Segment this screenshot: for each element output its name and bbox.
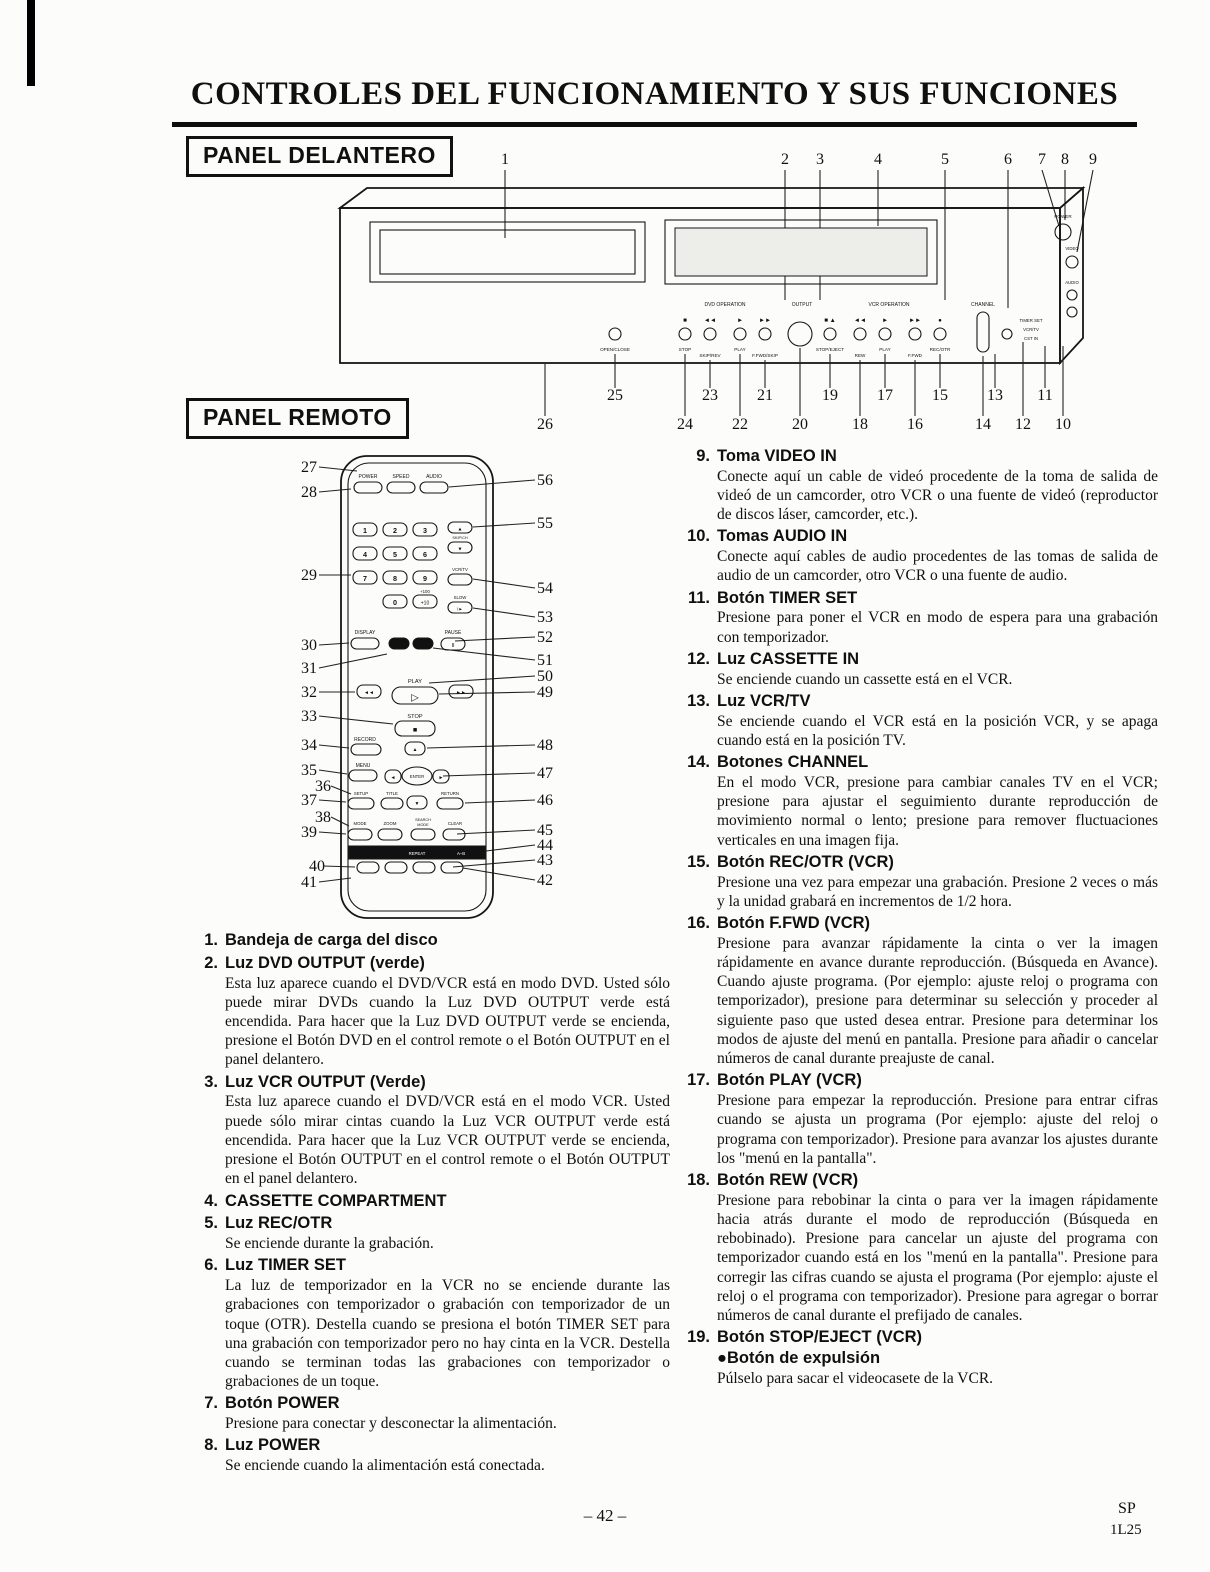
timer-set-button (1002, 329, 1012, 339)
speed-button (387, 482, 415, 493)
title-button (381, 798, 403, 809)
callout-24: 24 (677, 416, 693, 433)
callout-50: 50 (537, 668, 553, 685)
function-item-head (680, 588, 1158, 609)
cassette-compartment (665, 220, 937, 284)
front-callouts-top (501, 151, 1097, 168)
function-item-head (680, 913, 1158, 934)
callout-38: 38 (315, 809, 331, 826)
ffwd-label: F.FWD (907, 353, 923, 358)
ffwd-skip-icon: ►► (758, 317, 772, 324)
callout-35: 35 (301, 762, 317, 779)
clear-button (443, 829, 465, 840)
function-item-title: Luz VCR OUTPUT (Verde) (225, 1072, 426, 1091)
function-item-body: Presione para empezar la reproducción. Presione para entrar cifras cuando se ajusta un programa (Por ejemplo: ajuste del reloj o programa con temporizador). Presione para avanzar los ajustes durante los "menú en la pantalla". (717, 1092, 1158, 1167)
front-panel-tag: PANEL DELANTERO (186, 136, 453, 177)
function-item-body: Púlselo para sacar el videocasete de la VCR. (717, 1369, 994, 1387)
function-item-body: Esta luz aparece cuando el DVD/VCR está en modo DVD. Usted sólo puede mirar DVDs cuando la Luz DVD OUTPUT verde está encendida. Para hacer que la Luz DVD OUTPUT verde se encienda, presione el Botón DVD en el control remote o el Botón OUTPUT en el panel delantero. (225, 974, 670, 1069)
function-item (188, 1393, 670, 1433)
function-item-number: 6. (204, 1256, 218, 1275)
channel-rocker (977, 312, 989, 352)
function-item-body: Presione para rebobinar la cinta o para ver la imagen rápidamente hacia atrás durante el modo de reproducción (Búsqueda en rebobinado). Presione para cancelar un ajuste del programa con temporizador cuando está en los "menú en la pantalla". Presione para corregir las cifras cuando se ajusta el programa (Por ejemplo: ajuste el reloj o el programa con temporizador). Presione para agregar o borrar números de canal durante el prefijado de canales. (717, 1191, 1158, 1325)
callout-55: 55 (537, 515, 553, 532)
callout-3: 3 (816, 151, 824, 168)
power-label: POWER (358, 474, 378, 480)
power-button (1055, 224, 1071, 240)
function-list-left (188, 930, 670, 1477)
function-item (680, 1070, 1158, 1168)
function-item-head (188, 1213, 670, 1234)
slow-icon: I► (457, 606, 463, 612)
function-item-head (680, 649, 1158, 670)
function-item-head (680, 1327, 1158, 1348)
callout-47: 47 (537, 765, 553, 782)
function-item (188, 953, 670, 1070)
function-item-number: 15. (687, 852, 710, 871)
callout-51: 51 (537, 652, 553, 669)
speed-label: SPEED (392, 474, 410, 480)
skip-ch-label: SKIP/CH (452, 536, 468, 540)
digit-0: 0 (393, 598, 397, 607)
callout-6: 6 (1004, 151, 1012, 168)
dvd-skip-rev-button (704, 328, 716, 340)
callout-23: 23 (702, 387, 718, 404)
function-item (680, 649, 1158, 689)
setup-label: SETUP (353, 791, 369, 796)
function-item-number: 4. (204, 1191, 218, 1210)
remote-right-column (448, 522, 472, 613)
audio-button (420, 482, 448, 493)
cursor-up-icon: ▲ (412, 747, 418, 753)
function-item-title: Bandeja de carga del disco (225, 931, 438, 949)
remote-bottom-row (349, 846, 485, 873)
pause-label: PAUSE (444, 630, 462, 636)
dvd-ffwd-skip-button (759, 328, 771, 340)
remote-callouts-right (537, 472, 553, 889)
plus10-label: +10 (420, 600, 430, 607)
function-item-title: Botón TIMER SET (717, 588, 858, 607)
function-item (188, 1435, 670, 1475)
function-item-head (188, 1393, 670, 1414)
function-item-number: 16. (687, 913, 710, 932)
callout-52: 52 (537, 629, 553, 646)
function-item-title: Botón REC/OTR (VCR) (717, 852, 894, 871)
callout-40: 40 (309, 858, 325, 875)
cursor-left-icon: ◄ (390, 775, 396, 781)
callout-36: 36 (315, 778, 331, 795)
ffwd-icon: ►► (456, 690, 466, 696)
rew-label: REW (854, 353, 866, 358)
function-item (680, 446, 1158, 524)
remote-transport (357, 679, 473, 736)
open-close-button (609, 328, 621, 340)
function-item-body: Esta luz aparece cuando el DVD/VCR está en el modo VCR. Usted puede sólo mirar cintas cuando la Luz VCR OUTPUT verde está encendida. Para hacer que la Luz VCR OUTPUT verde se encienda, presione el Botón OUTPUT en el control remote o el Botón OUTPUT en el panel delantero. (225, 1093, 670, 1188)
function-item-head (680, 526, 1158, 547)
enter-label: ENTER (409, 774, 425, 779)
function-item-body: En el modo VCR, presione para cambiar canales TV en el VCR; presione para ajustar el seguimiento durante reproducción de movimiento normal o lento; presione para remover fluctuaciones verticales en una imagen fija. (717, 773, 1158, 849)
play2-icon: ► (881, 317, 889, 324)
callout-56: 56 (537, 472, 553, 489)
play-icon: ▷ (411, 692, 419, 704)
callout-4: 4 (874, 151, 882, 168)
function-item-body: Presione para poner el VCR en modo de espera para una grabación con temporizador. (717, 609, 1158, 646)
function-item (188, 1072, 670, 1189)
callout-16: 16 (907, 416, 923, 433)
setup-button (348, 798, 374, 809)
skip-rev-label: SKIP/REV (699, 353, 721, 358)
video-in-jack (1066, 256, 1078, 268)
footer-language-code: SP (1118, 1500, 1136, 1517)
callout-37: 37 (301, 792, 317, 809)
digit-7: 7 (363, 574, 367, 583)
function-item-number: 17. (687, 1071, 710, 1090)
record-label: RECORD (354, 737, 376, 743)
front-button-symbols (683, 317, 942, 324)
channel-label: CHANNEL (971, 302, 995, 308)
function-item-title: Luz REC/OTR (225, 1214, 333, 1233)
front-section-labels (704, 302, 995, 308)
callout-29: 29 (301, 567, 317, 584)
callout-33: 33 (301, 708, 317, 725)
menu-button (349, 770, 377, 781)
function-item-body: Se enciende cuando un cassette está en el VCR. (717, 670, 1013, 688)
callout-34: 34 (301, 737, 317, 754)
function-item-number: 3. (204, 1072, 218, 1091)
play2-label: PLAY (879, 347, 891, 352)
function-item (680, 913, 1158, 1068)
a-b-button (441, 862, 463, 873)
function-item-body: La luz de temporizador en la VCR no se enciende durante las grabaciones con temporizador o grabación con temporizador de un toque (OTR). Destella cuando se presiona el botón TIMER SET para una grabación con temporizador pero no hay cinta en la VCR. Destella cuando se terminan todas las grabaciones con temporizador o grabaciones de un toque. (225, 1277, 670, 1391)
digit-5: 5 (393, 550, 397, 559)
callout-41: 41 (301, 874, 317, 891)
display-label: DISPLAY (354, 630, 376, 636)
function-item-title: Botón STOP/EJECT (VCR) (717, 1328, 923, 1347)
function-item-body: Se enciende cuando la alimentación está conectada. (225, 1457, 545, 1475)
audio-in-jack-left (1067, 290, 1077, 300)
cst-in-label: CST IN (1023, 336, 1039, 341)
output-knob (788, 322, 812, 346)
function-item (680, 1170, 1158, 1325)
callout-43: 43 (537, 852, 553, 869)
function-item-head (680, 1170, 1158, 1191)
function-item-title: CASSETTE COMPARTMENT (225, 1191, 447, 1210)
callout-13: 13 (987, 387, 1003, 404)
pause-icon: II (451, 643, 455, 649)
output-dvd-button (389, 638, 409, 649)
vcr-operation-label: VCR OPERATION (868, 302, 910, 308)
function-item-body: Presione una vez para empezar una grabación. Presione 2 veces o más y la unidad grabará en incrementos de 1/2 hora. (717, 873, 1158, 910)
callout-49: 49 (537, 684, 553, 701)
repeat-label: REPEAT (408, 851, 426, 856)
dvd-stop-button (679, 328, 691, 340)
function-item-title: Botón PLAY (VCR) (717, 1071, 862, 1090)
function-item-number: 7. (204, 1394, 218, 1413)
cursor-down-icon: ▼ (414, 801, 420, 807)
digit-6: 6 (423, 550, 427, 559)
skip-down-icon: ▼ (457, 546, 463, 553)
callout-48: 48 (537, 737, 553, 754)
audio-label: AUDIO (1065, 280, 1079, 285)
vcr-tv-button (448, 574, 472, 585)
stop-label: STOP (678, 347, 692, 352)
digit-3: 3 (423, 526, 427, 535)
function-item-head (680, 691, 1158, 712)
front-panel-diagram (315, 146, 1105, 436)
page-number: – 42 – (583, 1506, 627, 1525)
callout-8: 8 (1061, 151, 1069, 168)
remote-panel-tag: PANEL REMOTO (186, 398, 409, 439)
disc-tray (370, 222, 645, 282)
function-item-body: Presione para conectar y desconectar la alimentación. (225, 1415, 557, 1433)
rew-icon: ◄◄ (364, 690, 374, 696)
function-item-title: Botón F.FWD (VCR) (717, 913, 871, 932)
ffwd-icon: ►► (908, 317, 922, 324)
dvd-play-button (734, 328, 746, 340)
function-item-body: Se enciende durante la grabación. (225, 1235, 434, 1253)
callout-12: 12 (1015, 416, 1031, 433)
function-item-title: Tomas AUDIO IN (717, 527, 848, 546)
rec-otr-label: REC/OTR (929, 347, 951, 352)
callout-25: 25 (607, 387, 623, 404)
function-item (188, 1191, 670, 1212)
search-mode-button (411, 829, 435, 840)
callout-9: 9 (1089, 151, 1097, 168)
power-label: POWER (1054, 214, 1072, 219)
search-mode-label: MODE (417, 823, 429, 827)
search-label: SEARCH (415, 818, 431, 822)
function-item-head (680, 446, 1158, 467)
callout-18: 18 (852, 416, 868, 433)
callout-22: 22 (732, 416, 748, 433)
function-item-head (188, 930, 670, 951)
function-item-number: 14. (687, 753, 710, 772)
remote-top-row (354, 474, 448, 493)
output-label: OUTPUT (791, 302, 813, 308)
digit-2: 2 (393, 526, 397, 535)
function-item-number: 19. (687, 1328, 710, 1347)
ffwd-skip-label: F.FWD/SKIP (752, 353, 778, 358)
function-item (680, 526, 1158, 585)
front-callouts-bottom-row1 (607, 387, 1053, 404)
title-label: TITLE (386, 791, 398, 796)
digit-4: 4 (363, 550, 367, 559)
callout-54: 54 (537, 580, 553, 597)
function-item-title: Luz POWER (225, 1436, 321, 1455)
callout-30: 30 (301, 637, 317, 654)
function-item-number: 13. (687, 691, 710, 710)
callout-17: 17 (877, 387, 893, 404)
skip-up-icon: ▲ (457, 526, 463, 533)
bottom-button-1 (357, 862, 379, 873)
play-label: PLAY (408, 679, 422, 685)
front-unit-body (340, 188, 1083, 363)
callout-44: 44 (537, 837, 553, 854)
callout-39: 39 (301, 824, 317, 841)
function-item-title: Toma VIDEO IN (717, 447, 837, 465)
callout-28: 28 (301, 484, 317, 501)
vcr-stop-eject-button (824, 328, 836, 340)
callout-11: 11 (1037, 387, 1053, 404)
callout-32: 32 (301, 684, 317, 701)
front-callouts-bottom-row2 (537, 416, 1071, 433)
remote-diagram (293, 442, 563, 942)
stop-icon: ■ (683, 317, 687, 324)
function-item-title: Luz CASSETTE IN (717, 649, 860, 668)
zoom-label: ZOOM (383, 821, 397, 826)
audio-in-jack-right (1067, 307, 1077, 317)
function-item-number: 18. (687, 1170, 710, 1189)
callout-53: 53 (537, 609, 553, 626)
function-item-number: 11. (687, 588, 710, 607)
repeat-button (413, 862, 435, 873)
vcr-rew-button (854, 328, 866, 340)
callout-14: 14 (975, 416, 991, 433)
callout-19: 19 (822, 387, 838, 404)
skip-rev-icon: ◄◄ (703, 317, 717, 324)
function-item-head (188, 1191, 670, 1212)
function-item (680, 752, 1158, 850)
function-item-body: Conecte aquí un cable de videó procedente de la toma de salida de videó de un camcorder, otro VCR o una fuente de videó (reproductor de discos láser, camcorder, etc.). (717, 467, 1158, 524)
function-item-head (188, 1255, 670, 1276)
stop-eject-icon: ■ ▲ (824, 317, 836, 324)
callout-45: 45 (537, 822, 553, 839)
function-item-head (188, 953, 670, 974)
function-item-head (680, 1070, 1158, 1091)
play-icon: ► (736, 317, 744, 324)
function-item-title: Botón POWER (225, 1394, 340, 1413)
play-label: PLAY (734, 347, 746, 352)
rec-icon: ● (938, 317, 942, 324)
menu-label: MENU (355, 763, 371, 769)
callout-26: 26 (537, 416, 553, 433)
callout-2: 2 (781, 151, 789, 168)
footer-document-code: 1L25 (1110, 1522, 1142, 1538)
digit-9: 9 (423, 574, 427, 583)
function-item-body: Presione para avanzar rápidamente la cinta o ver la imagen rápidamente en avance durante reproducción. (Búsqueda en Avance). Cuando ajuste programa. (Por ejemplo: ajuste reloj o programa con temporizador), presione para determinar su selección y proceder al siguiente paso que usted desea entrar. Presione para determinar los modos de ajuste del menú en pantalla. Presione para añadir o cancelar números de canal durante preajuste de canal. (717, 934, 1158, 1068)
zoom-button (378, 829, 402, 840)
callout-1: 1 (501, 151, 509, 168)
callout-10: 10 (1055, 416, 1071, 433)
dvd-operation-label: DVD OPERATION (704, 302, 746, 308)
timer-set-label: TIMER SET (1019, 318, 1043, 323)
remote-keypad (353, 523, 437, 608)
open-close-label: OPEN/CLOSE (600, 347, 630, 352)
function-item-number: 9. (696, 447, 710, 465)
function-item-body: Conecte aquí cables de audio procedentes de las tomas de salida de audio de un camcorder, otro VCR o una fuente de audio. (717, 548, 1158, 585)
callout-46: 46 (537, 792, 553, 809)
scan-artifact (27, 0, 35, 86)
remote-callouts-left (301, 459, 331, 891)
function-item-head (680, 752, 1158, 773)
callout-21: 21 (757, 387, 773, 404)
power-button (354, 482, 382, 493)
bottom-button-2 (385, 862, 407, 873)
function-item-title: Luz DVD OUTPUT (verde) (225, 953, 425, 972)
function-item-subtitle: ●Botón de expulsión (717, 1349, 881, 1368)
callout-15: 15 (932, 387, 948, 404)
callout-7: 7 (1038, 151, 1046, 168)
function-item-number: 5. (204, 1214, 218, 1233)
record-button (351, 744, 381, 755)
function-item-head (188, 1072, 670, 1093)
digit-8: 8 (393, 574, 397, 583)
return-label: RETURN (441, 791, 459, 796)
digit-1: 1 (363, 526, 367, 535)
function-item-head (680, 852, 1158, 873)
slow-label: SLOW (453, 595, 467, 600)
stop-icon: ■ (412, 725, 418, 734)
callout-31: 31 (301, 660, 317, 677)
vcr-tv-label: VCR/TV (452, 567, 468, 572)
a-b-label: A–B (456, 851, 466, 856)
vcr-rec-otr-button (934, 328, 946, 340)
callout-20: 20 (792, 416, 808, 433)
remote-menu-cluster (348, 737, 465, 840)
function-item (680, 852, 1158, 911)
front-leader-lines-bottom (545, 342, 1063, 416)
display-button (351, 638, 379, 649)
output-vcr-button (413, 638, 433, 649)
function-item-title: Luz TIMER SET (225, 1256, 346, 1275)
stop-label: STOP (407, 714, 423, 720)
function-item-title: Botón REW (VCR) (717, 1170, 859, 1189)
return-button (437, 798, 463, 809)
function-item-title: Luz VCR/TV (717, 691, 811, 710)
video-label: VIDEO (1065, 246, 1079, 251)
callout-5: 5 (941, 151, 949, 168)
function-item-title: Botones CHANNEL (717, 753, 869, 772)
function-item-body: Se enciende cuando el VCR está en la posición VCR, y se apaga cuando está en la posición TV. (717, 712, 1158, 749)
function-item (680, 588, 1158, 647)
function-item (188, 930, 670, 951)
vcr-ffwd-button (909, 328, 921, 340)
function-item-number: 2. (204, 953, 218, 972)
function-item (188, 1213, 670, 1253)
mode-button (348, 829, 372, 840)
function-item (188, 1255, 670, 1391)
rew-icon: ◄◄ (853, 317, 867, 324)
function-list-right (680, 446, 1158, 1390)
function-item (680, 1327, 1158, 1388)
callout-42: 42 (537, 872, 553, 889)
stop-eject-label: STOP/EJECT (815, 347, 845, 352)
audio-label: AUDIO (426, 474, 442, 480)
vcr-play-button (879, 328, 891, 340)
clear-label: CLEAR (447, 821, 463, 826)
function-item-head (188, 1435, 670, 1456)
mode-label: MODE (353, 821, 367, 826)
page-title: CONTROLES DEL FUNCIONAMIENTO Y SUS FUNCIONES (172, 76, 1137, 127)
remote-display-row (351, 630, 465, 650)
function-item-number: 8. (204, 1436, 218, 1455)
function-item-number: 1. (204, 931, 218, 949)
vcr-tv-label: VCR/TV (1023, 327, 1039, 332)
function-item (680, 691, 1158, 750)
callout-27: 27 (301, 459, 317, 476)
plus100-label: +100 (420, 589, 430, 594)
function-item-number: 10. (687, 527, 710, 546)
cursor-right-icon: ► (438, 775, 444, 781)
function-item-number: 12. (687, 649, 710, 668)
